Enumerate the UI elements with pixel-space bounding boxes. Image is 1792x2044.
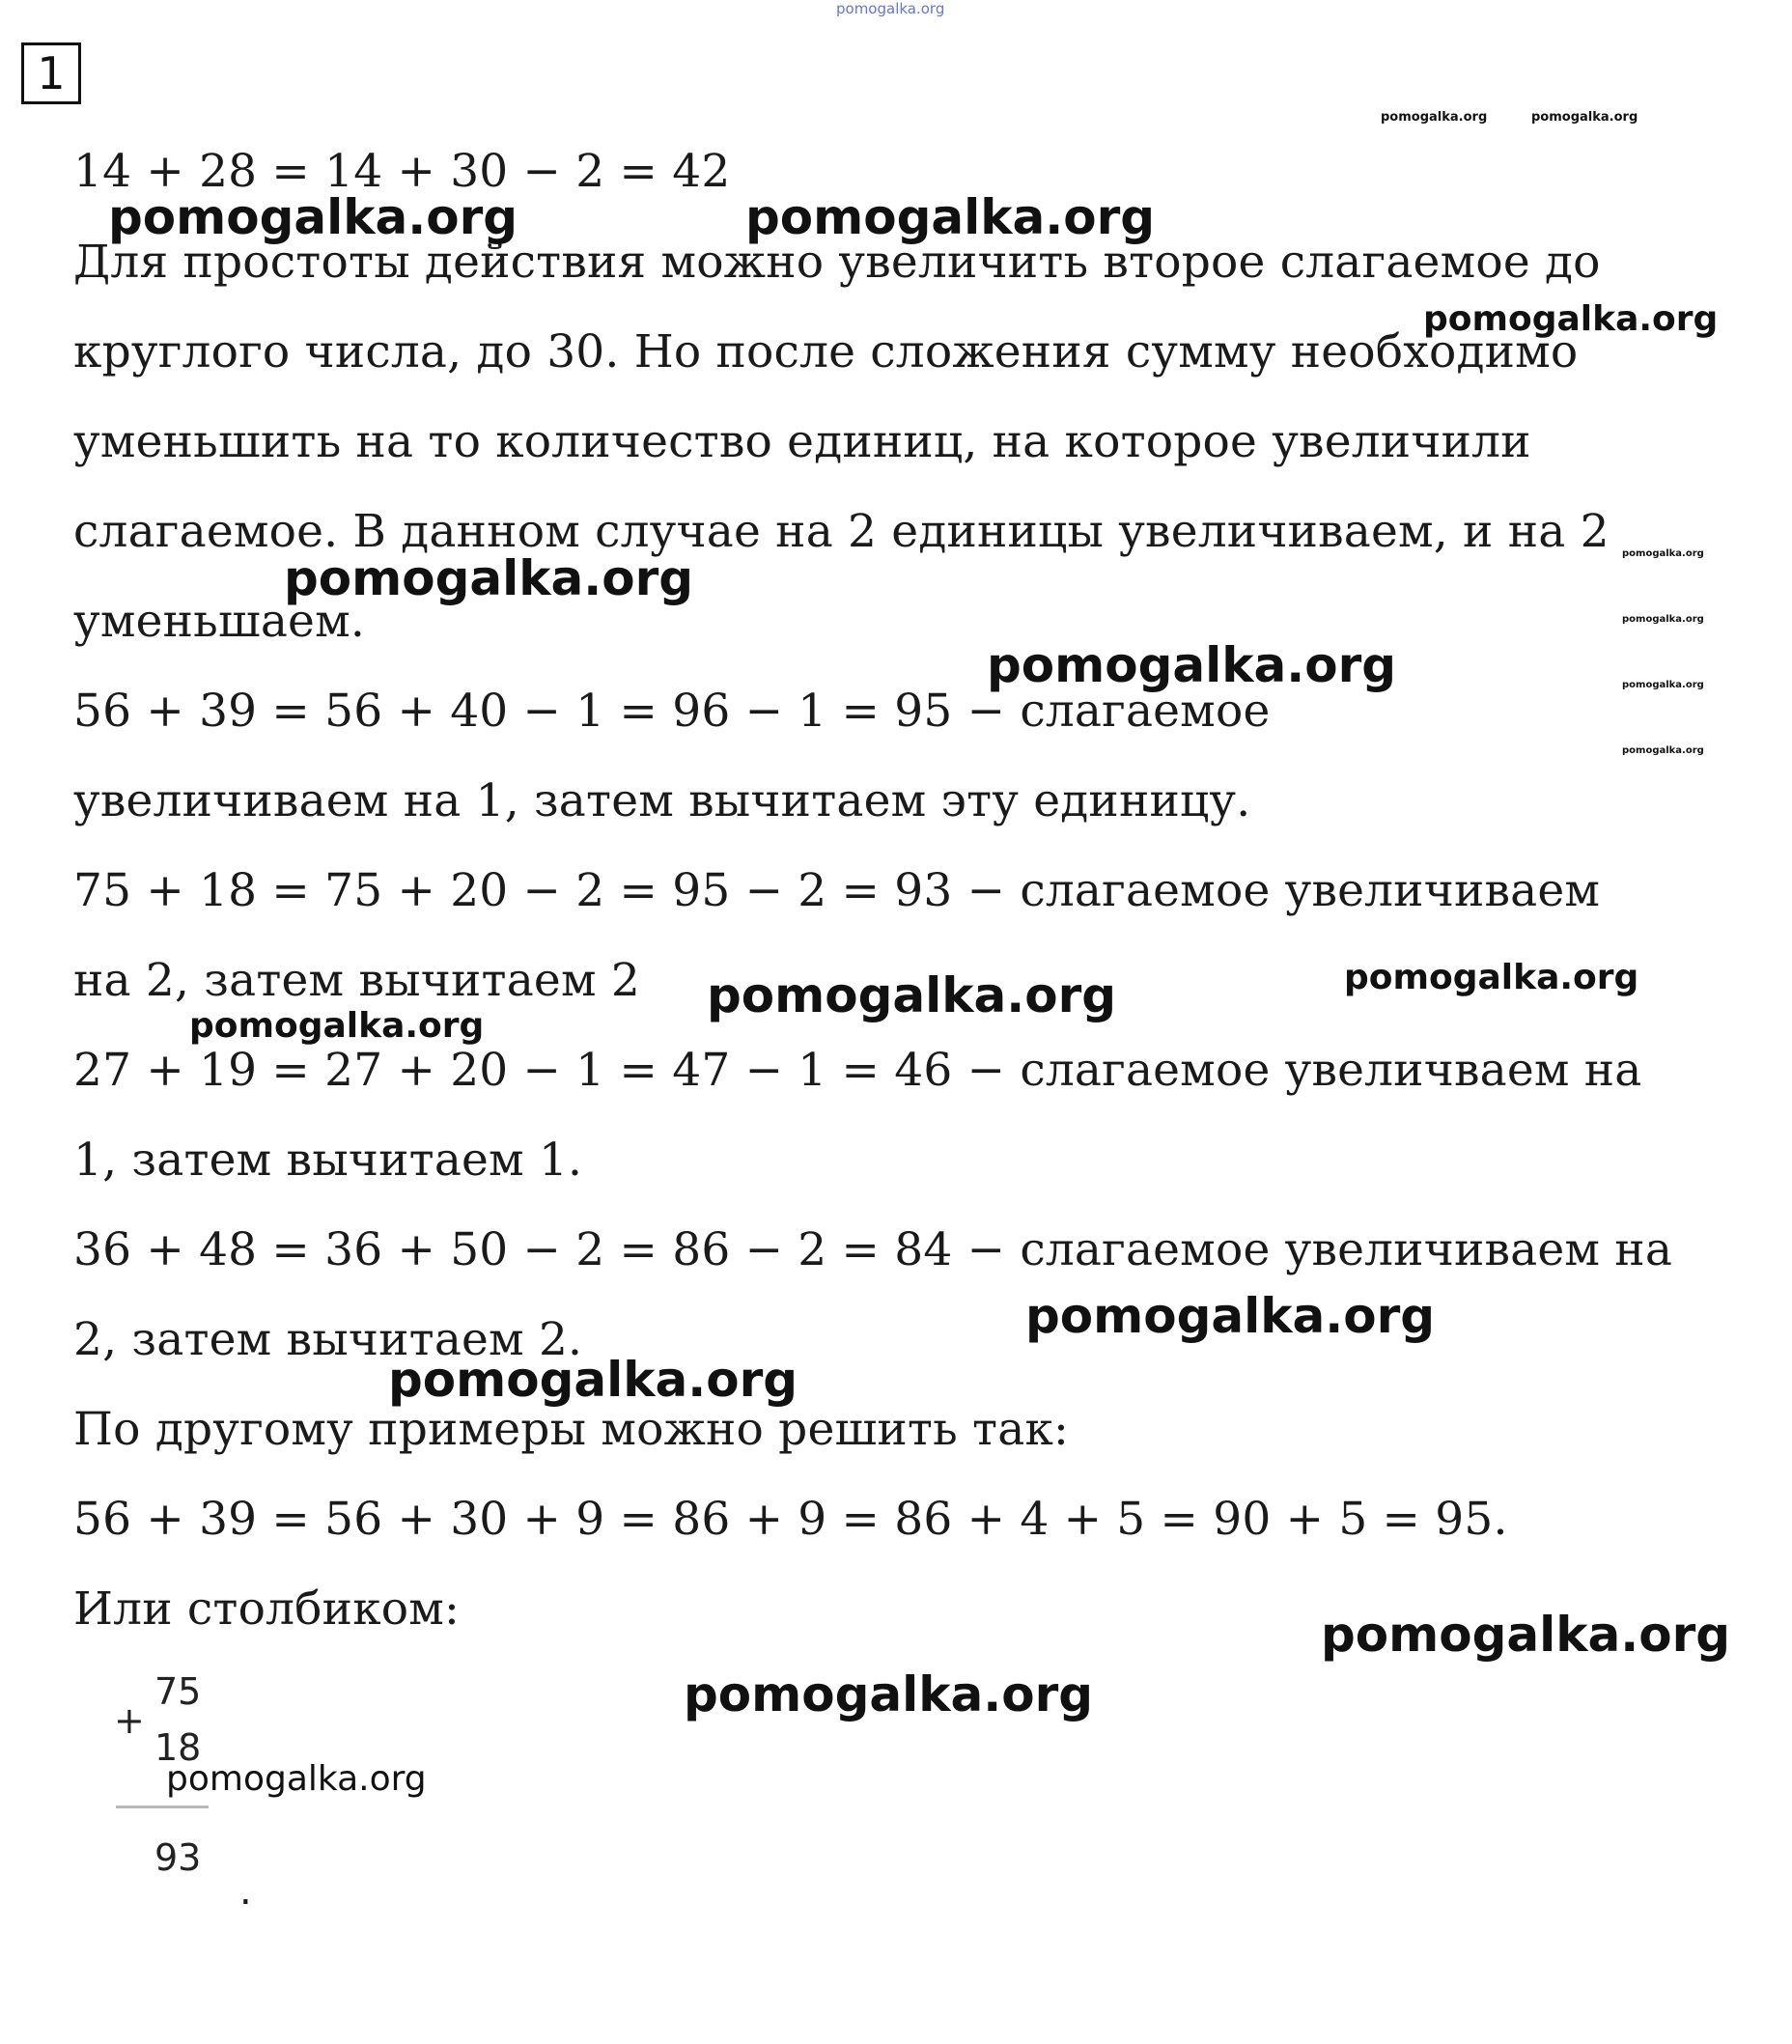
text-line: уменьшаем. xyxy=(73,595,365,648)
watermark: pomogalka.org xyxy=(1622,680,1704,690)
text-line: По другому примеры можно решить так: xyxy=(73,1403,1070,1456)
text-line: уменьшить на то количество единиц, на которое увеличили xyxy=(73,415,1531,468)
column-sum: 93 xyxy=(154,1836,202,1879)
text-line: 14 + 28 = 14 + 30 − 2 = 42 xyxy=(73,145,731,198)
column-plus-sign: + xyxy=(114,1699,145,1742)
text-line: 1, затем вычитаем 1. xyxy=(73,1134,583,1187)
text-line: Для простоты действия можно увеличить второе слагаемое до xyxy=(73,236,1601,289)
watermark: pomogalka.org xyxy=(1622,745,1704,756)
text-line: 36 + 48 = 36 + 50 − 2 = 86 − 2 = 84 − слагаемое увеличиваем на xyxy=(73,1223,1673,1276)
watermark: pomogalka.org xyxy=(684,1666,1094,1722)
watermark: pomogalka.org xyxy=(1344,958,1639,997)
watermark: pomogalka.org xyxy=(1622,548,1704,559)
text-line: слагаемое. В данном случае на 2 единицы увеличиваем, и на 2 xyxy=(73,505,1610,558)
watermark: pomogalka.org xyxy=(108,189,518,245)
text-line: 75 + 18 = 75 + 20 − 2 = 95 − 2 = 93 − слагаемое увеличиваем xyxy=(73,864,1601,917)
column-addend-1: 75 xyxy=(154,1670,202,1713)
watermark: pomogalka.org xyxy=(836,0,945,17)
watermark: pomogalka.org xyxy=(1423,299,1719,339)
watermark: pomogalka.org xyxy=(166,1759,427,1799)
text-line: 56 + 39 = 56 + 30 + 9 = 86 + 9 = 86 + 4 + 5 = 90 + 5 = 95. xyxy=(73,1493,1508,1546)
column-addend-2: 18 xyxy=(154,1726,202,1769)
watermark: pomogalka.org xyxy=(1622,614,1704,625)
watermark: pomogalka.org xyxy=(284,550,694,606)
text-line: Или столбиком: xyxy=(73,1582,461,1636)
text-line: 27 + 19 = 27 + 20 − 1 = 47 − 1 = 46 − слагаемое увеличваем на xyxy=(73,1044,1642,1097)
watermark: pomogalka.org xyxy=(1381,110,1488,125)
watermark: pomogalka.org xyxy=(987,637,1397,693)
text-line: 56 + 39 = 56 + 40 − 1 = 96 − 1 = 95 − слагаемое xyxy=(73,685,1271,738)
text-line: на 2, затем вычитаем 2 xyxy=(73,954,640,1007)
watermark: pomogalka.org xyxy=(1025,1288,1436,1344)
column-sum-line xyxy=(116,1806,209,1808)
text-line: увеличиваем на 1, затем вычитаем эту единицу. xyxy=(73,774,1251,827)
watermark: pomogalka.org xyxy=(189,1006,485,1046)
end-dot: . xyxy=(239,1869,252,1914)
watermark: pomogalka.org xyxy=(707,967,1117,1023)
watermark: pomogalka.org xyxy=(1321,1607,1731,1663)
task-number-box: 1 xyxy=(21,42,81,104)
watermark: pomogalka.org xyxy=(388,1352,798,1408)
text-line: 2, затем вычитаем 2. xyxy=(73,1313,583,1366)
watermark: pomogalka.org xyxy=(745,189,1156,245)
watermark: pomogalka.org xyxy=(1531,110,1638,125)
text-line: круглого числа, до 30. Но после сложения сумму необходимо xyxy=(73,325,1579,378)
